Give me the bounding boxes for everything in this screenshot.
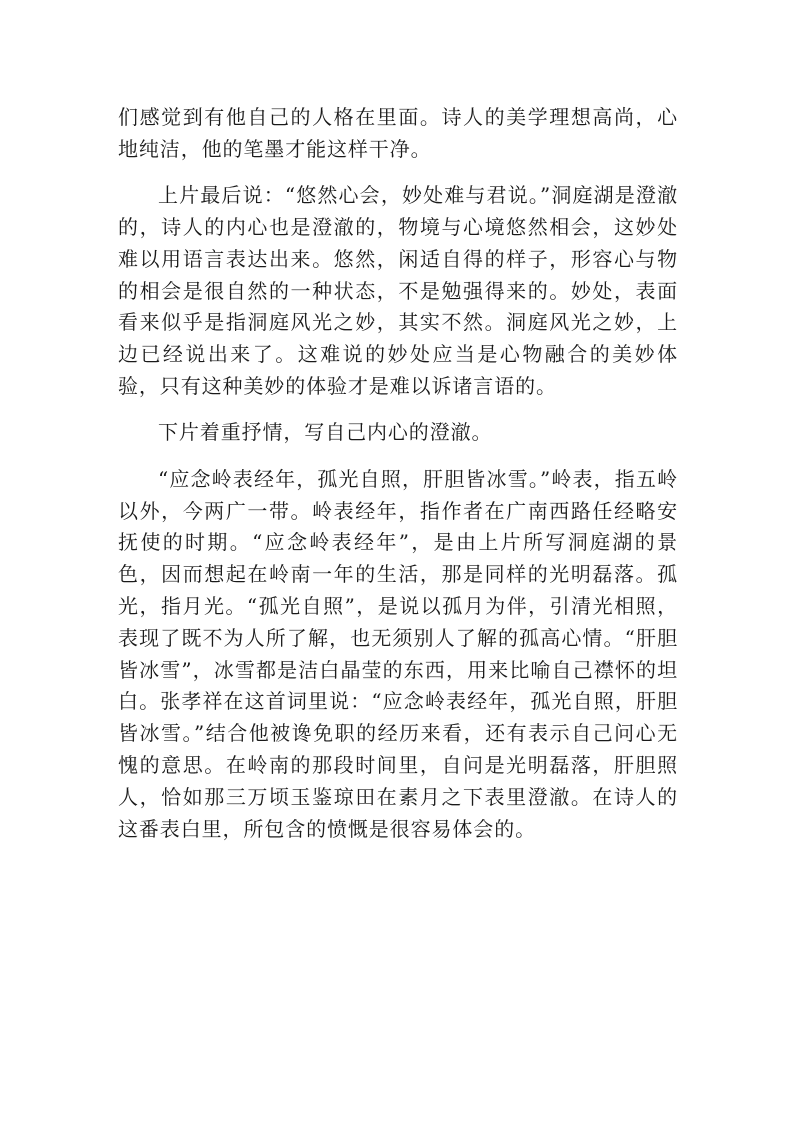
paragraph-1: 们感觉到有他自己的人格在里面。诗人的美学理想高尚，心地纯洁，他的笔墨才能这样干净。 <box>118 105 678 161</box>
paragraph-4: “应念岭表经年，孤光自照，肝胆皆冰雪。”岭表，指五岭以外，今两广一带。岭表经年，指作者在广南西路任经略安抚使的时期。“应念岭表经年”，是由上片所写洞庭湖的景色，因而想起在岭南一年的生活，那是同样的光明磊落。孤光，指月光。“孤光自照”，是说以孤月为伴，引清光相照，表现了既不为人所了解，也无须别人了解的孤高心情。“肝胆皆冰雪”，冰雪都是洁白晶莹的东西，用来比喻自己襟怀的坦白。张孝祥在这首词里说：“应念岭表经年，孤光自照，肝胆皆冰雪。”结合他被谗免职的经历来看，还有表示自己问心无愧的意思。在岭南的那段时间里，自问是光明磊落，肝胆照人，恰如那三万顷玉鉴琼田在素月之下表里澄澈。在诗人的这番表白里，所包含的愤慨是很容易体会的。 <box>118 466 678 841</box>
paragraph-3: 下片着重抒情，写自己内心的澄澈。 <box>158 420 493 445</box>
body-text <box>118 102 678 860</box>
paragraph-2: 上片最后说：“悠然心会，妙处难与君说。”洞庭湖是澄澈的，诗人的内心也是澄澈的，物境与心境悠然相会，这妙处难以用语言表达出来。悠然，闲适自得的样子，形容心与物的相会是很自然的一种状态，不是勉强得来的。妙处，表面看来似乎是指洞庭风光之妙，其实不然。洞庭风光之妙，上边已经说出来了。这难说的妙处应当是心物融合的美妙体验，只有这种美妙的体验才是难以诉诸言语的。 <box>118 183 678 398</box>
